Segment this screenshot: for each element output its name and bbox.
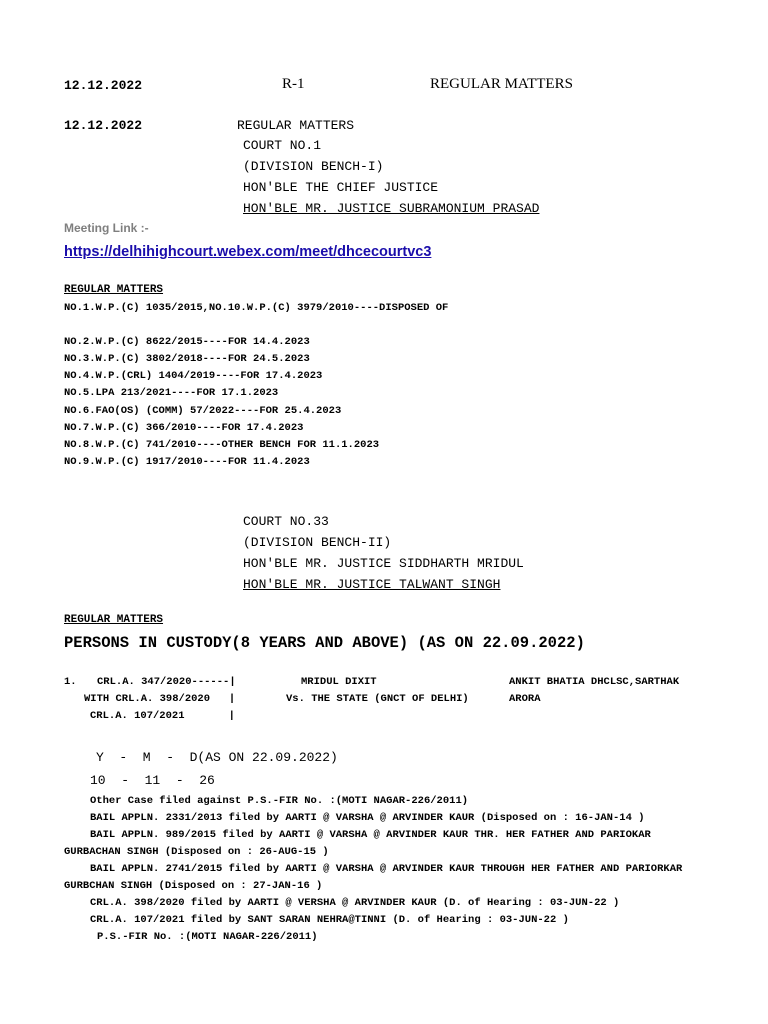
case-party2: Vs. THE STATE (GNCT OF DELHI) xyxy=(286,693,469,705)
court1-judge2: HON'BLE MR. JUSTICE SUBRAMONIUM PRASAD xyxy=(243,201,540,216)
custody-title: PERSONS IN CUSTODY(8 YEARS AND ABOVE) (AS ON 22.09.2022) xyxy=(64,634,585,652)
list-item: NO.8.W.P.(C) 741/2010----OTHER BENCH FOR 11.1.2023 xyxy=(64,439,380,451)
case-number: 1. xyxy=(64,676,77,688)
list-item: NO.1.W.P.(C) 1035/2015,NO.10.W.P.(C) 3979/2010----DISPOSED OF xyxy=(64,302,449,314)
list-item: NO.2.W.P.(C) 8622/2015----FOR 14.4.2023 xyxy=(64,336,310,348)
case-row2-left: WITH CRL.A. 398/2020 | xyxy=(84,693,236,705)
court1-date: 12.12.2022 xyxy=(64,118,143,133)
case-counsel2: ARORA xyxy=(509,693,541,705)
header-code: R-1 xyxy=(282,76,305,92)
detail-line: CRL.A. 107/2021 filed by SANT SARAN NEHRA@TINNI (D. of Hearing : 03-JUN-22 ) xyxy=(90,914,569,926)
detail-line: BAIL APPLN. 2331/2013 filed by AARTI @ VARSHA @ ARVINDER KAUR (Disposed on : 16-JAN-14 ) xyxy=(90,812,645,824)
court33-judge1: HON'BLE MR. JUSTICE SIDDHARTH MRIDUL xyxy=(243,556,524,571)
court33-bench: (DIVISION BENCH-II) xyxy=(243,535,392,550)
court33-court-no: COURT NO.33 xyxy=(243,514,329,529)
court1-bench: (DIVISION BENCH-I) xyxy=(243,159,384,174)
detail-line: GURBACHAN SINGH (Disposed on : 26-AUG-15 ) xyxy=(64,846,329,858)
regular1-heading: REGULAR MATTERS xyxy=(64,284,164,296)
ymd-label: Y - M - D(AS ON 22.09.2022) xyxy=(96,750,338,765)
list-item: NO.9.W.P.(C) 1917/2010----FOR 11.4.2023 xyxy=(64,456,310,468)
case-row3-left: CRL.A. 107/2021 | xyxy=(90,710,235,722)
detail-line: GURBCHAN SINGH (Disposed on : 27-JAN-16 ) xyxy=(64,880,323,892)
header-date: 12.12.2022 xyxy=(64,78,143,93)
list-item: NO.5.LPA 213/2021----FOR 17.1.2023 xyxy=(64,387,279,399)
meeting-link-label: Meeting Link :- xyxy=(64,221,149,235)
list-item: NO.3.W.P.(C) 3802/2018----FOR 24.5.2023 xyxy=(64,353,310,365)
case-party1: MRIDUL DIXIT xyxy=(301,676,377,688)
regular2-heading: REGULAR MATTERS xyxy=(64,614,164,626)
court1-heading: REGULAR MATTERS xyxy=(237,118,355,133)
header-title: REGULAR MATTERS xyxy=(430,76,573,92)
case-counsel1: ANKIT BHATIA DHCLSC,SARTHAK xyxy=(509,676,680,688)
list-item: NO.7.W.P.(C) 366/2010----FOR 17.4.2023 xyxy=(64,422,304,434)
detail-line: BAIL APPLN. 2741/2015 filed by AARTI @ VARSHA @ ARVINDER KAUR THROUGH HER FATHER AND PARIORKAR xyxy=(90,863,683,875)
court1-court-no: COURT NO.1 xyxy=(243,138,322,153)
detail-line: Other Case filed against P.S.-FIR No. :(MOTI NAGAR-226/2011) xyxy=(90,795,469,807)
detail-line: CRL.A. 398/2020 filed by AARTI @ VERSHA @ ARVINDER KAUR (D. of Hearing : 03-JUN-22 ) xyxy=(90,897,620,909)
ymd-value: 10 - 11 - 26 xyxy=(90,773,215,788)
court1-judge1: HON'BLE THE CHIEF JUSTICE xyxy=(243,180,439,195)
detail-line: P.S.-FIR No. :(MOTI NAGAR-226/2011) xyxy=(97,931,318,943)
case-row1-left: CRL.A. 347/2020------| xyxy=(97,676,236,688)
detail-line: BAIL APPLN. 989/2015 filed by AARTI @ VARSHA @ ARVINDER KAUR THR. HER FATHER AND PARIOKAR xyxy=(90,829,651,841)
meeting-link-url[interactable]: https://delhihighcourt.webex.com/meet/dhcecourtvc3 xyxy=(64,244,432,260)
list-item: NO.6.FAO(OS) (COMM) 57/2022----FOR 25.4.2023 xyxy=(64,405,342,417)
court33-judge2: HON'BLE MR. JUSTICE TALWANT SINGH xyxy=(243,577,501,592)
list-item: NO.4.W.P.(CRL) 1404/2019----FOR 17.4.2023 xyxy=(64,370,323,382)
